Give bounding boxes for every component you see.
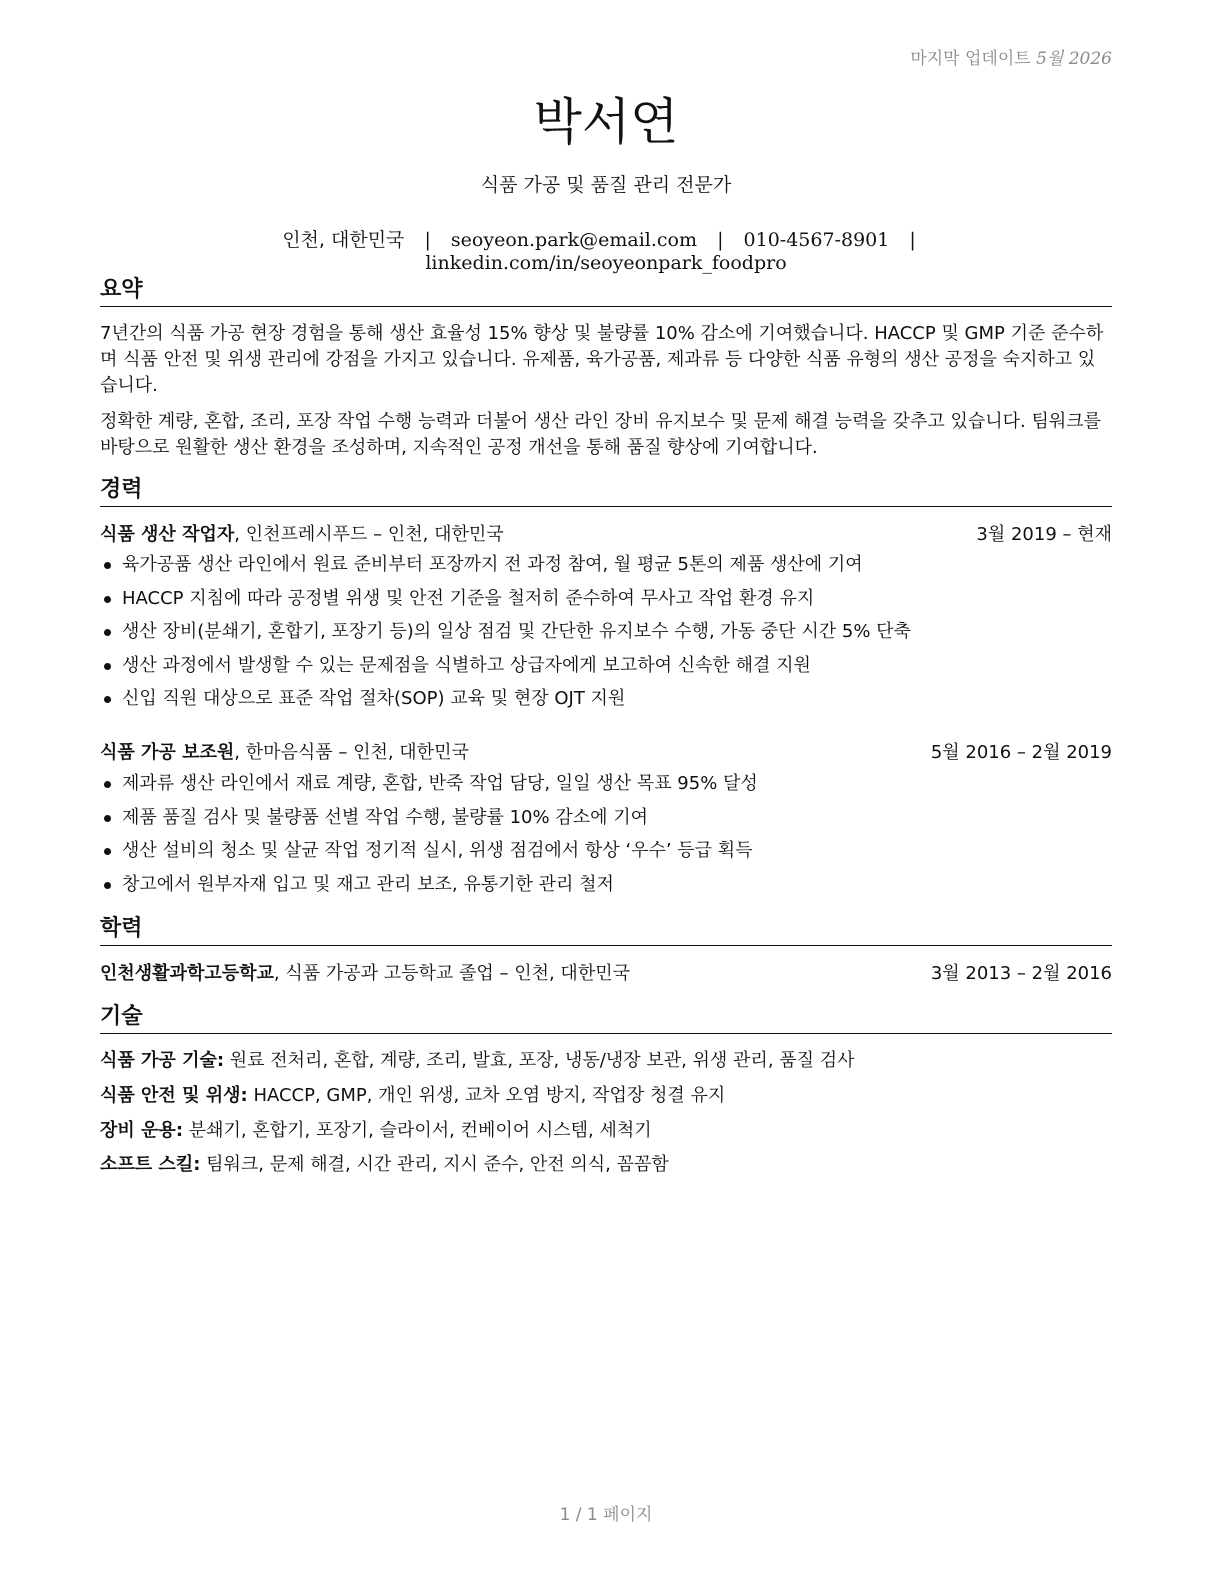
updated-label: 마지막 업데이트 <box>910 49 1031 69</box>
job-bullets-1 <box>100 552 1112 720</box>
summary-paragraph-1: 7년간의 식품 가공 현장 경험을 통해 생산 효율성 15% 향상 및 불량률 10% 감소에 기여했습니다. HACCP 및 GMP 기준 준수하며 식품 안전 및 위생 관리에 강점을 가지고 있습니다. 유제품, 육가공품, 제과류 등 다양한 식품 유형의 생산 공정을 숙지하고 있습니다. <box>100 323 1104 396</box>
last-updated <box>910 44 1112 69</box>
contact-linkedin[interactable]: linkedin.com/in/seoyeonpark_foodpro <box>425 252 787 274</box>
bullet-text: 생산 과정에서 발생할 수 있는 문제점을 식별하고 상급자에게 보고하여 신속한 해결 지원 <box>122 654 811 676</box>
bullet-icon <box>104 815 111 822</box>
skill-label: 장비 운용: <box>100 1120 184 1141</box>
job-org: , 인천프레시푸드 – 인천, 대한민국 <box>234 524 504 545</box>
bullet-text: 생산 설비의 청소 및 살균 작업 정기적 실시, 위생 점검에서 항상 ‘우수’ 등급 획득 <box>122 840 753 861</box>
job-bullets-2 <box>100 771 1112 905</box>
skill-label: 소프트 스킬: <box>100 1154 201 1175</box>
bullet-icon <box>104 696 111 703</box>
skill-value: 팀워크, 문제 해결, 시간 관리, 지시 준수, 안전 의식, 꼼꼼함 <box>200 1154 669 1175</box>
list-item <box>100 552 1112 586</box>
list-item <box>100 805 1112 839</box>
skill-row <box>100 1152 1112 1178</box>
contact-phone[interactable]: 010-4567-8901 <box>743 229 890 251</box>
skill-row <box>100 1048 1112 1074</box>
education-entry <box>100 961 1112 987</box>
skill-value: 원료 전처리, 혼합, 계량, 조리, 발효, 포장, 냉동/냉장 보관, 위생 관리, 품질 검사 <box>224 1050 855 1071</box>
job-role: 식품 생산 작업자 <box>100 524 235 545</box>
job-role: 식품 가공 보조원 <box>100 742 235 763</box>
contact-email[interactable]: seoyeon.park@email.com <box>450 229 698 251</box>
education-detail: , 식품 가공과 고등학교 졸업 – 인천, 대한민국 <box>273 963 630 984</box>
list-item <box>100 586 1112 620</box>
job-org: , 한마음식품 – 인천, 대한민국 <box>234 742 469 763</box>
list-item <box>100 838 1112 872</box>
contact-separator: | <box>717 229 724 251</box>
bullet-text: 생산 장비(분쇄기, 혼합기, 포장기 등)의 일상 점검 및 간단한 유지보수 수행, 가동 중단 시간 5% 단축 <box>122 621 911 642</box>
skill-row <box>100 1118 1112 1144</box>
section-heading-education: 학력 <box>100 915 1112 946</box>
updated-date: 5월 2026 <box>1036 49 1112 69</box>
bullet-text: 제품 품질 검사 및 불량품 선별 작업 수행, 불량률 10% 감소에 기여 <box>122 806 648 828</box>
skill-row <box>100 1083 1112 1109</box>
list-item <box>100 771 1112 805</box>
bullet-icon <box>104 596 111 603</box>
education-school: 인천생활과학고등학교 <box>100 963 274 984</box>
education-dates: 3월 2013 – 2월 2016 <box>930 963 1112 984</box>
candidate-name: 박서연 <box>533 93 679 151</box>
resume-page <box>100 0 1112 1584</box>
bullet-icon <box>104 848 111 855</box>
contact-separator: | <box>424 229 431 251</box>
job-dates: 3월 2019 – 현재 <box>976 524 1112 545</box>
contact-location: 인천, 대한민국 <box>282 229 405 251</box>
list-item <box>100 872 1112 906</box>
candidate-title: 식품 가공 및 품질 관리 전문가 <box>480 174 732 196</box>
skill-label: 식품 가공 기술: <box>100 1050 225 1071</box>
bullet-text: 신입 직원 대상으로 표준 작업 절차(SOP) 교육 및 현장 OJT 지원 <box>122 688 626 709</box>
section-heading-skills: 기술 <box>100 1003 1112 1034</box>
bullet-icon <box>104 882 111 889</box>
bullet-text: HACCP 지침에 따라 공정별 위생 및 안전 기준을 철저히 준수하여 무사고 작업 환경 유지 <box>122 587 815 609</box>
skill-label: 식품 안전 및 위생: <box>100 1085 248 1106</box>
job-dates: 5월 2016 – 2월 2019 <box>930 742 1112 763</box>
bullet-icon <box>104 663 111 670</box>
bullet-text: 창고에서 원부자재 입고 및 재고 관리 보조, 유통기한 관리 철저 <box>122 873 614 895</box>
contact-line <box>100 225 1112 274</box>
bullet-icon <box>104 781 111 788</box>
skill-value: HACCP, GMP, 개인 위생, 교차 오염 방지, 작업장 청결 유지 <box>247 1085 726 1106</box>
skill-value: 분쇄기, 혼합기, 포장기, 슬라이서, 컨베이어 시스템, 세척기 <box>183 1120 652 1141</box>
section-heading-summary: 요약 <box>100 276 1112 307</box>
bullet-icon <box>104 629 111 636</box>
list-item <box>100 686 1112 720</box>
summary-paragraph-2: 정확한 계량, 혼합, 조리, 포장 작업 수행 능력과 더불어 생산 라인 장비 유지보수 및 문제 해결 능력을 갖추고 있습니다. 팀워크를 바탕으로 원활한 생산 환경을 조성하며, 지속적인 공정 개선을 통해 품질 향상에 기여합니다. <box>100 411 1101 458</box>
bullet-text: 육가공품 생산 라인에서 원료 준비부터 포장까지 전 과정 참여, 월 평균 5톤의 제품 생산에 기여 <box>122 554 863 575</box>
contact-separator: | <box>909 229 916 251</box>
list-item <box>100 653 1112 687</box>
list-item <box>100 619 1112 653</box>
page-number: 1 / 1 페이지 <box>559 1505 653 1525</box>
section-heading-experience: 경력 <box>100 476 1112 507</box>
bullet-icon <box>104 562 111 569</box>
job-header-1 <box>100 522 1112 548</box>
bullet-text: 제과류 생산 라인에서 재료 계량, 혼합, 반죽 작업 담당, 일일 생산 목표 95% 달성 <box>122 773 758 794</box>
job-header-2 <box>100 740 1112 766</box>
